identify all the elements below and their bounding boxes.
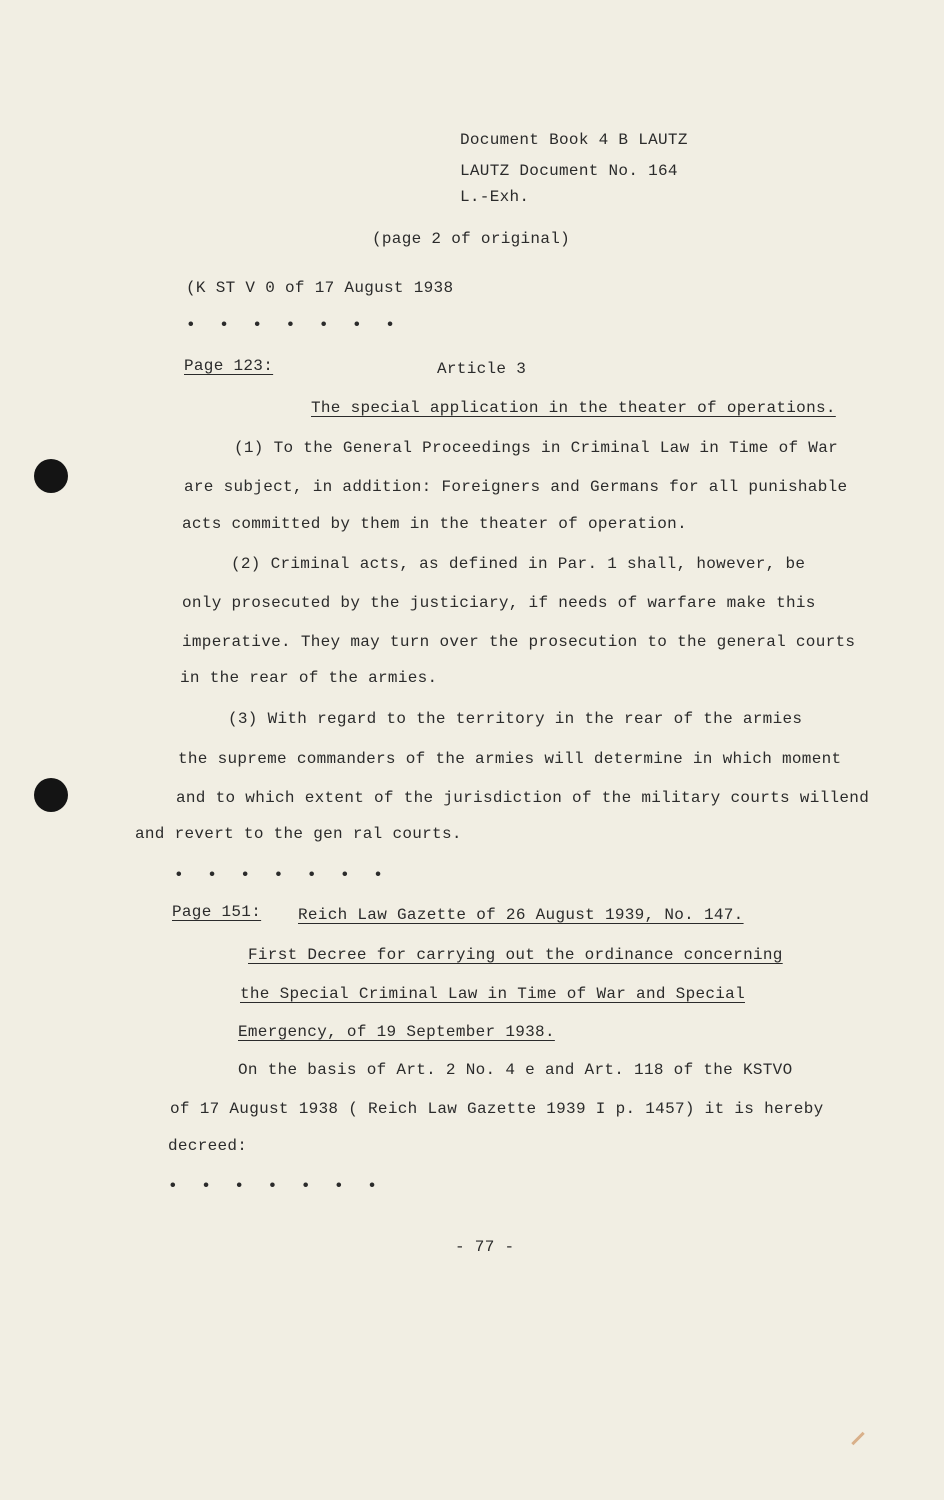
para2-line4: in the rear of the armies. bbox=[180, 669, 438, 687]
page-151-label: Page 151: bbox=[172, 903, 262, 921]
para1-line3: acts committed by them in the theater of operation. bbox=[182, 515, 687, 533]
para2-line2: only prosecuted by the justiciary, if needs of warfare make this bbox=[182, 594, 816, 612]
decree-title-line2: the Special Criminal Law in Time of War and Special bbox=[240, 985, 745, 1003]
ellipsis-2: • • • • • • • bbox=[174, 866, 390, 884]
decree-body-line3: decreed: bbox=[168, 1137, 248, 1155]
punch-hole-top bbox=[34, 459, 68, 493]
para3-line4: and revert to the gen ral courts. bbox=[135, 825, 462, 843]
decree-title-line1: First Decree for carrying out the ordinance concerning bbox=[248, 946, 783, 964]
document-book-label: Document Book 4 B LAUTZ bbox=[460, 131, 688, 149]
section-subtitle: The special application in the theater of operations. bbox=[311, 399, 836, 417]
decree-body-line1: On the basis of Art. 2 No. 4 e and Art. 118 of the KSTVO bbox=[238, 1061, 793, 1079]
page-number: - 77 - bbox=[455, 1238, 515, 1256]
para3-line2: the supreme commanders of the armies will determine in which moment bbox=[178, 750, 842, 768]
document-number: LAUTZ Document No. 164 bbox=[460, 162, 678, 180]
page-123-label: Page 123: bbox=[184, 357, 274, 375]
decree-title-line3: Emergency, of 19 September 1938. bbox=[238, 1023, 555, 1041]
punch-hole-bottom bbox=[34, 778, 68, 812]
decree-body-line2: of 17 August 1938 ( Reich Law Gazette 1939 I p. 1457) it is hereby bbox=[170, 1100, 824, 1118]
para2-line3: imperative. They may turn over the prosecution to the general courts bbox=[182, 633, 856, 651]
ellipsis-3: • • • • • • • bbox=[168, 1177, 384, 1195]
gazette-reference: Reich Law Gazette of 26 August 1939, No. 147. bbox=[298, 906, 744, 924]
ellipsis-1: • • • • • • • bbox=[186, 316, 402, 334]
para1-line1: (1) To the General Proceedings in Criminal Law in Time of War bbox=[234, 439, 838, 457]
para1-line2: are subject, in addition: Foreigners and Germans for all punishable bbox=[184, 478, 848, 496]
exhibit-label: L.-Exh. bbox=[460, 188, 530, 206]
para3-line3: and to which extent of the jurisdiction of the military courts willend bbox=[176, 789, 870, 807]
page-note: (page 2 of original) bbox=[372, 230, 571, 248]
para3-line1: (3) With regard to the territory in the rear of the armies bbox=[228, 710, 803, 728]
pencil-mark bbox=[851, 1432, 864, 1445]
para2-line1: (2) Criminal acts, as defined in Par. 1 shall, however, be bbox=[231, 555, 806, 573]
kstvo-reference: (K ST V 0 of 17 August 1938 bbox=[186, 279, 454, 297]
article-heading: Article 3 bbox=[437, 360, 527, 378]
